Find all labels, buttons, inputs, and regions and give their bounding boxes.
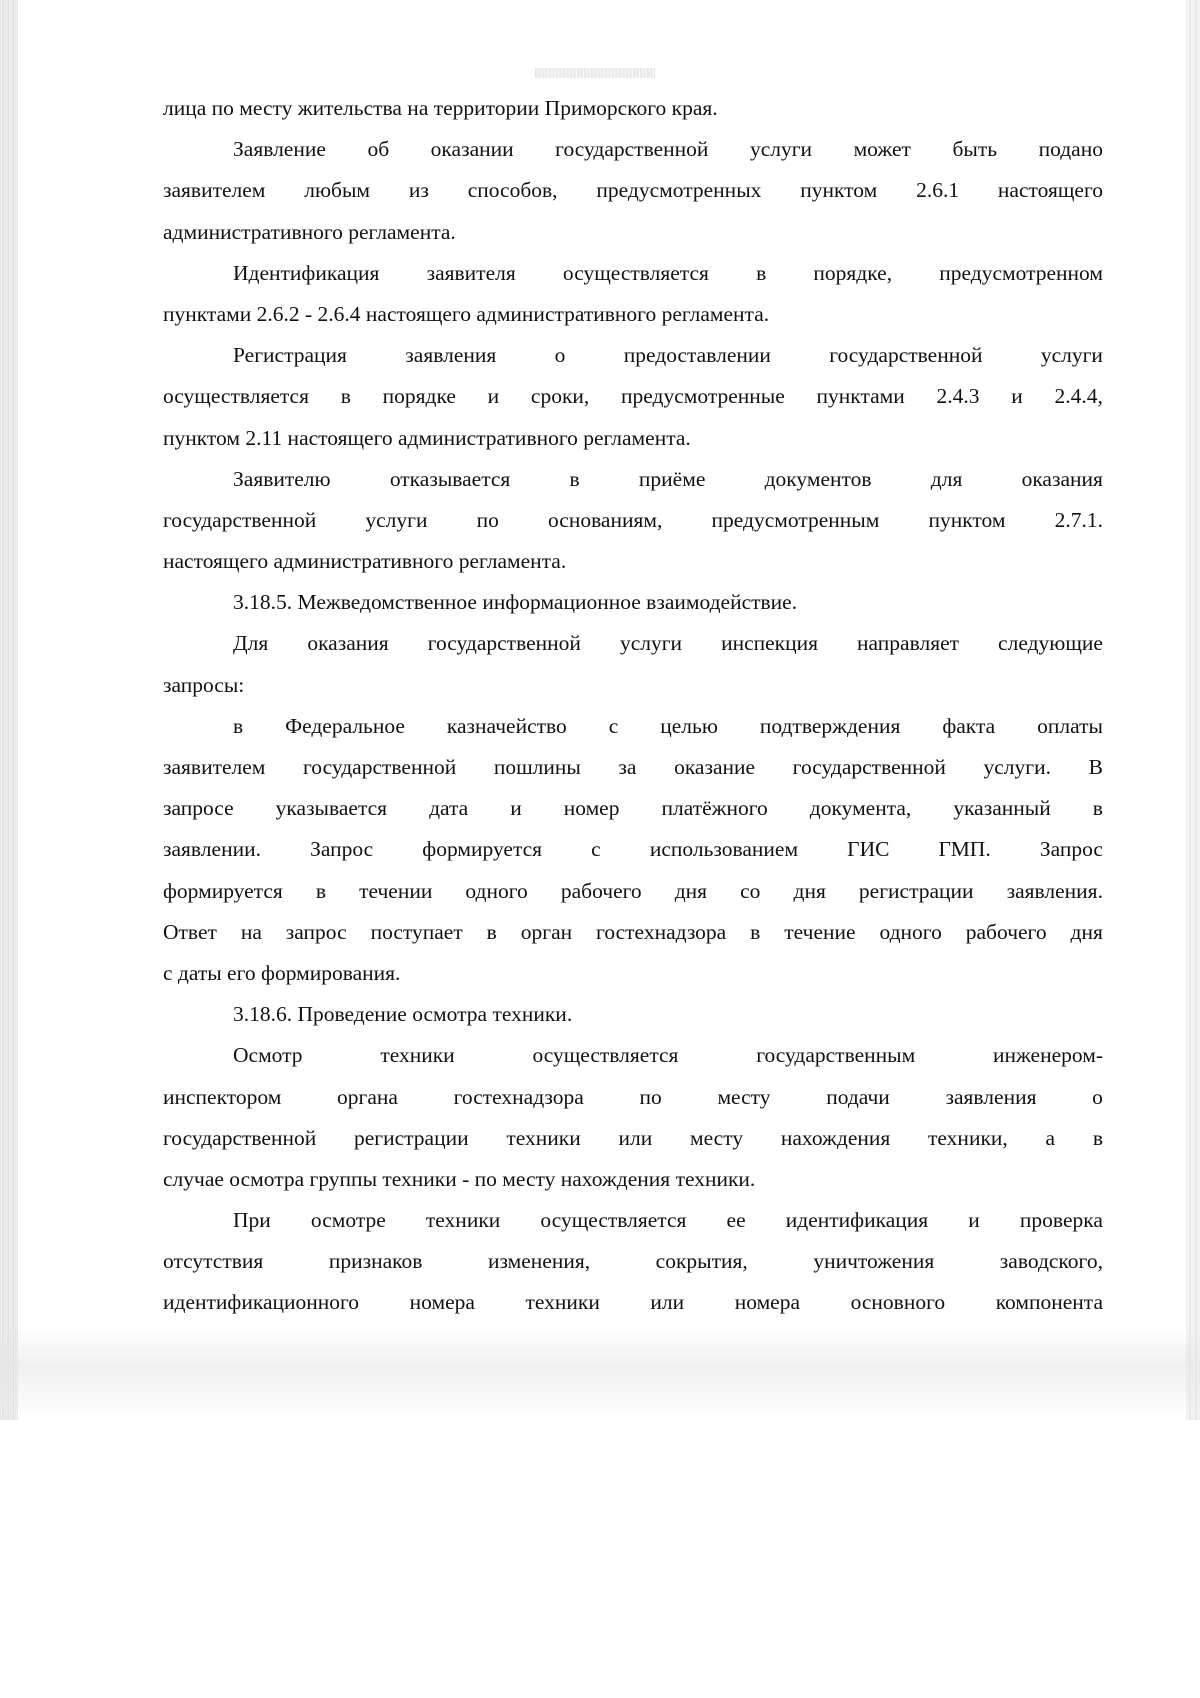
word: заявления [945,1084,1037,1109]
word: техники [525,1290,600,1315]
word: регистрации [858,878,974,903]
word: месту [690,1125,744,1150]
word: услуги [619,631,683,656]
word: услуги [365,507,428,532]
word: номера [734,1290,801,1315]
word: инспектором [163,1084,282,1109]
text-line [163,500,1103,541]
word: о [554,343,566,368]
word: ГИС [847,837,890,862]
word: в [1092,796,1103,821]
word: с [608,713,619,738]
word: 2.4.4, [1054,384,1103,409]
word: документа, [809,796,912,821]
word: признаков [328,1249,423,1274]
word: изменения, [487,1249,591,1274]
word: дня [793,878,826,903]
word: гостехнадзора [596,919,727,944]
text-line [163,747,1103,788]
word: осмотре [310,1208,386,1233]
word: рабочего [965,919,1047,944]
word: течение [784,919,856,944]
text-line [163,1282,1103,1323]
word: государственной [829,343,983,368]
word: подано [1038,137,1103,162]
word: техники [380,1043,455,1068]
text-line: административного регламента. [163,219,456,244]
word: и [1011,384,1023,409]
word: оказания [1021,466,1103,491]
scan-shadow-band [0,1330,1200,1410]
word: государственной [427,631,581,656]
word: следующие [998,631,1103,656]
text-line [163,829,1103,870]
text-line [163,253,1103,294]
word: 2.4.3 [936,384,980,409]
word: идентификационного [163,1290,360,1315]
word: сокрытия, [655,1249,748,1274]
word: дня [674,878,708,903]
word: услуги [1040,343,1103,368]
word: органа [337,1084,398,1109]
text-line [163,1241,1103,1282]
word: техники [425,1208,501,1233]
word: заявителем [163,755,266,779]
word: указывается [275,796,388,821]
word: со [740,878,761,903]
word: в [1092,1125,1103,1150]
word: уничтожения [813,1249,935,1274]
word: в [569,466,580,491]
text-line [163,623,1103,664]
word: ГМП. [938,837,991,862]
word: осуществляется [532,1043,679,1068]
word: указанный [953,796,1051,821]
word: отказывается [389,466,511,491]
word: одного [879,919,942,944]
word: 2.7.1. [1054,507,1103,532]
word: об [367,137,390,162]
word: При [233,1208,271,1233]
text-line [163,1077,1103,1118]
word: и [487,384,500,409]
text-line [163,871,1103,912]
word: а [1045,1125,1056,1150]
word: быть [952,137,998,162]
word: подтверждения [759,713,901,738]
word: предусмотренным [711,507,880,532]
word: приёме [638,466,706,491]
word: заявления. [1006,878,1103,903]
word: государственной [303,755,457,779]
word: Регистрация [233,343,347,368]
word: поступает [370,919,463,944]
word: ее [726,1208,746,1233]
word: и [968,1208,980,1233]
word: документов [764,466,872,491]
word: формируется [422,837,543,862]
text-line [163,1118,1103,1159]
word: заявления [405,343,497,368]
word: государственной [792,755,946,779]
word: за [618,755,637,779]
text-line [163,1200,1103,1241]
word: в [315,878,327,903]
text-line [163,129,1103,170]
word: или [650,1290,685,1315]
word: дата [429,796,469,821]
word: из [408,178,429,203]
word: осуществляется [163,384,309,409]
word: государственным [756,1043,916,1068]
word: инженером- [992,1043,1103,1068]
word: Осмотр [233,1043,303,1068]
word: запросе [163,796,234,821]
word: оплаты [1037,713,1103,738]
document-text [163,88,1103,1324]
word: пошлины [493,755,581,779]
word: регистрации [353,1125,469,1150]
text-line: с даты его формирования. [163,960,401,985]
word: предусмотренном [939,260,1103,285]
word: осуществляется [562,260,709,285]
word: Заявление [233,137,326,162]
word: пунктами [816,384,905,409]
word: заявителя [426,260,516,285]
section-heading: 3.18.5. Межведомственное информационное взаимодействие. [233,590,798,615]
text-line [163,170,1103,211]
scan-edge-left [0,0,18,1420]
text-line: лица по месту жительства на территории Приморского края. [163,96,718,120]
word: с [591,837,601,862]
word: подачи [826,1084,890,1109]
word: техники, [928,1125,1008,1150]
word: проверка [1019,1208,1103,1233]
text-line: случае осмотра группы техники - по месту нахождения техники. [163,1166,756,1191]
text-line [163,912,1103,953]
word: Ответ [163,919,217,944]
word: течении [359,878,433,903]
word: заявителем [163,178,266,203]
text-line: пунктами 2.6.2 - 2.6.4 настоящего административного регламента. [163,301,770,326]
word: платёжного [661,796,768,821]
word: осуществляется [540,1208,687,1233]
word: о [1092,1084,1103,1109]
word: номера [409,1290,475,1315]
word: государственной [163,1125,317,1150]
word: сроки, [530,384,590,409]
word: в [750,919,761,944]
word: государственной [163,507,317,532]
text-line: настоящего административного регламента. [163,549,567,574]
scan-mark [535,68,655,78]
word: настоящего [997,178,1103,203]
word: дня [1070,919,1103,944]
word: государственной [555,137,709,162]
word: нахождения [780,1125,891,1150]
word: может [853,137,911,162]
word: пунктом [928,507,1006,532]
word: орган [520,919,573,944]
word: заявлении. [163,837,261,862]
word: целью [660,713,718,738]
word: запрос [285,919,347,944]
word: В [1088,755,1103,779]
text-line: запросы: [163,672,245,697]
word: в [756,260,767,285]
text-line [163,706,1103,747]
word: Идентификация [233,260,380,285]
word: месту [717,1084,771,1109]
word: по [476,507,499,532]
word: Федеральное [285,713,405,738]
text-line [163,335,1103,376]
word: на [240,919,262,944]
word: номер [563,796,620,821]
word: Запрос [310,837,374,862]
word: способов, [467,178,558,203]
word: основного [850,1290,946,1315]
word: формируется [163,878,283,903]
word: услуги [749,137,813,162]
word: по [639,1084,662,1109]
word: порядке, [813,260,893,285]
word: оказания [307,631,389,656]
word: услуги. [983,755,1051,779]
word: одного [465,878,528,903]
text-line [163,788,1103,829]
word: направляет [857,631,960,656]
section-heading: 3.18.6. Проведение осмотра техники. [233,1002,573,1027]
word: казначейство [446,713,567,738]
word: гостехнадзора [453,1084,584,1109]
word: и [510,796,522,821]
word: техники [506,1125,581,1150]
word: оказание [674,755,756,779]
word: заводского, [999,1249,1103,1274]
scan-edge-right [1186,0,1200,1420]
text-line: пунктом 2.11 настоящего административного регламента. [163,425,691,450]
word: в [486,919,497,944]
word: или [618,1125,653,1150]
word: оказании [430,137,514,162]
text-line [163,1035,1103,1076]
word: 2.6.1 [916,178,960,203]
word: предусмотренные [621,384,785,409]
word: рабочего [560,878,642,903]
word: предусмотренных [596,178,762,203]
word: любым [304,178,371,203]
word: инспекция [721,631,819,656]
word: для [930,466,963,491]
word: идентификация [785,1208,929,1233]
text-line [163,376,1103,417]
word: Заявителю [233,466,331,491]
word: пунктом [800,178,878,203]
word: компонента [995,1290,1103,1315]
word: Запрос [1039,837,1103,862]
word: Для [233,631,269,656]
word: порядке [382,384,456,409]
word: в [340,384,351,409]
word: факта [942,713,996,738]
word: основаниям, [547,507,663,532]
text-line [163,459,1103,500]
word: в [233,713,244,738]
word: использованием [649,837,799,862]
word: предоставлении [623,343,771,368]
word: отсутствия [163,1249,264,1274]
